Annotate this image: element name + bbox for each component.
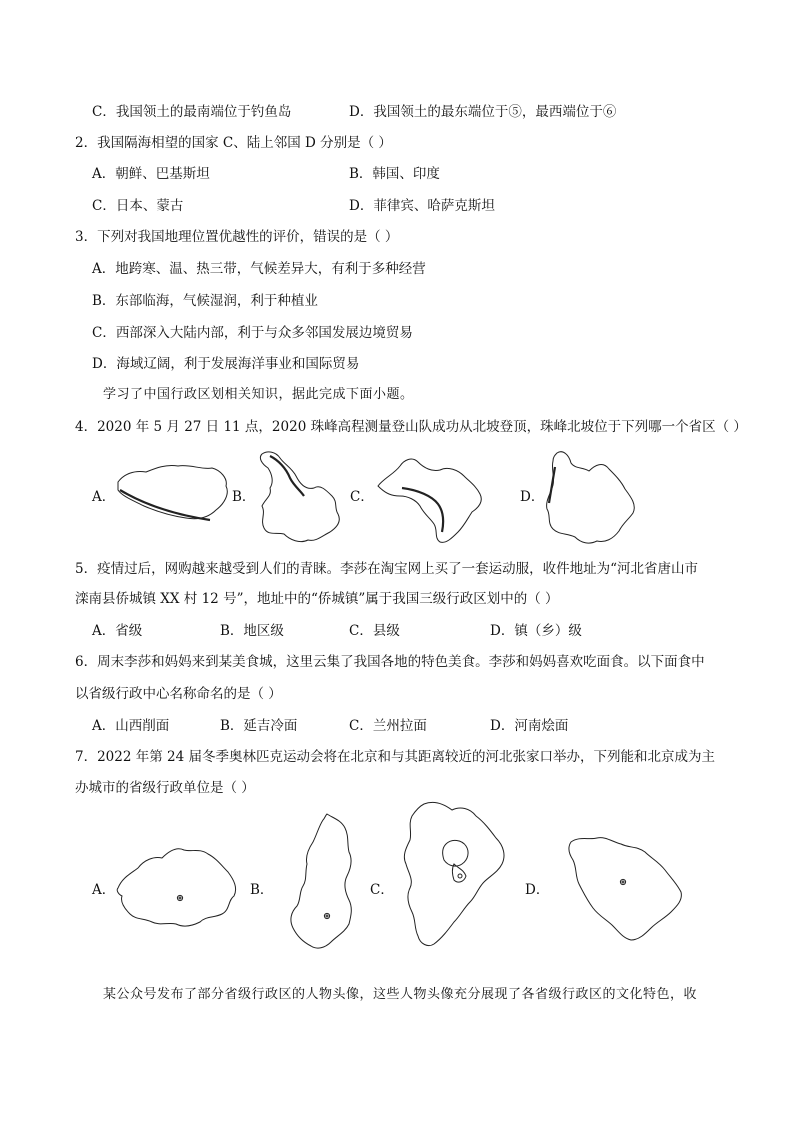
q3-option-a: A．地跨寒、温、热三带，气候差异大，有利于多种经营 (92, 261, 426, 277)
q7-option-d-map-jilin (565, 832, 685, 947)
q2-option-d: D．菲律宾、哈萨克斯坦 (349, 198, 495, 214)
q4-option-c-label: C． (350, 489, 374, 505)
q2-option-b: B．韩国、印度 (349, 166, 440, 182)
q4-option-b-label: B． (232, 489, 256, 505)
q4-stem: 4．2020 年 5 月 27 日 11 点，2020 珠峰高程测量登山队成功从北坡登顶，珠峰北坡位于下列哪一个省区（ ） (75, 419, 747, 435)
q4-option-c-map-gansu (372, 452, 492, 552)
q6-option-b: B．延吉冷面 (220, 718, 298, 734)
q5-option-b: B．地区级 (220, 623, 284, 639)
q7-option-c-map-hebei (394, 798, 518, 958)
q2-option-a: A．朝鲜、巴基斯坦 (92, 166, 210, 182)
q7-option-b-map-shaanxi (283, 810, 365, 960)
q6-stem-line1: 6．周末李莎和妈妈来到某美食城，这里云集了我国各地的特色美食。李莎和妈妈喜欢吃面食。以下面食中 (75, 654, 705, 670)
section-intro: 学习了中国行政区划相关知识，据此完成下面小题。 (103, 387, 414, 402)
q1-option-d: D．我国领土的最东端位于⑤，最西端位于⑥ (349, 104, 617, 120)
q3-option-c: C．西部深入大陆内部，利于与众多邻国发展边境贸易 (92, 325, 413, 341)
q7-stem-line2: 办城市的省级行政单位是（ ） (75, 780, 255, 796)
q2-stem: 2．我国隔海相望的国家 C、陆上邻国 D 分别是（ ） (75, 135, 392, 151)
q7-option-a-label: A． (92, 882, 116, 898)
q4-option-d-map-yunnan (537, 447, 647, 552)
q2-option-c: C．日本、蒙古 (92, 198, 184, 214)
q1-option-c: C．我国领土的最南端位于钓鱼岛 (92, 104, 292, 120)
q7-option-d-label: D． (525, 882, 550, 898)
q7-option-c-label: C． (370, 882, 394, 898)
q4-option-b-map-heilongjiang (250, 448, 350, 548)
q5-option-a: A．省级 (92, 623, 143, 639)
q3-stem: 3．下列对我国地理位置优越性的评价，错误的是（ ） (75, 229, 399, 245)
q7-option-b-label: B． (250, 882, 274, 898)
q5-option-c: C．县级 (349, 623, 400, 639)
q5-stem-line1: 5．疫情过后，网购越来越受到人们的青睐。李莎在淘宝网上买了一套运动服，收件地址为“河北省唐山市 (75, 561, 698, 577)
q4-option-d-label: D． (520, 489, 545, 505)
q4-option-a-map-tibet (110, 460, 235, 525)
q7-option-a-map-guizhou (110, 838, 245, 938)
q3-option-b: B．东部临海，气候湿润，利于种植业 (92, 293, 318, 309)
q4-option-a-label: A． (92, 489, 116, 505)
q5-option-d: D．镇（乡）级 (490, 623, 582, 639)
q6-option-a: A．山西削面 (92, 718, 170, 734)
q7-stem-line1: 7．2022 年第 24 届冬季奥林匹克运动会将在北京和与其距离较近的河北张家口举办，下列能和北京成为主 (75, 749, 715, 765)
q6-option-d: D．河南烩面 (490, 718, 569, 734)
q3-option-d: D．海域辽阔，利于发展海洋事业和国际贸易 (92, 356, 360, 372)
q6-option-c: C．兰州拉面 (349, 718, 427, 734)
closing-intro: 某公众号发布了部分省级行政区的人物头像，这些人物头像充分展现了各省级行政区的文化特色，收 (103, 987, 698, 1002)
q6-stem-line2: 以省级行政中心名称命名的是（ ） (75, 686, 282, 702)
q5-stem-line2: 滦南县侨城镇 XX 村 12 号”，地址中的“侨城镇”属于我国三级行政区划中的（ ） (75, 591, 559, 607)
